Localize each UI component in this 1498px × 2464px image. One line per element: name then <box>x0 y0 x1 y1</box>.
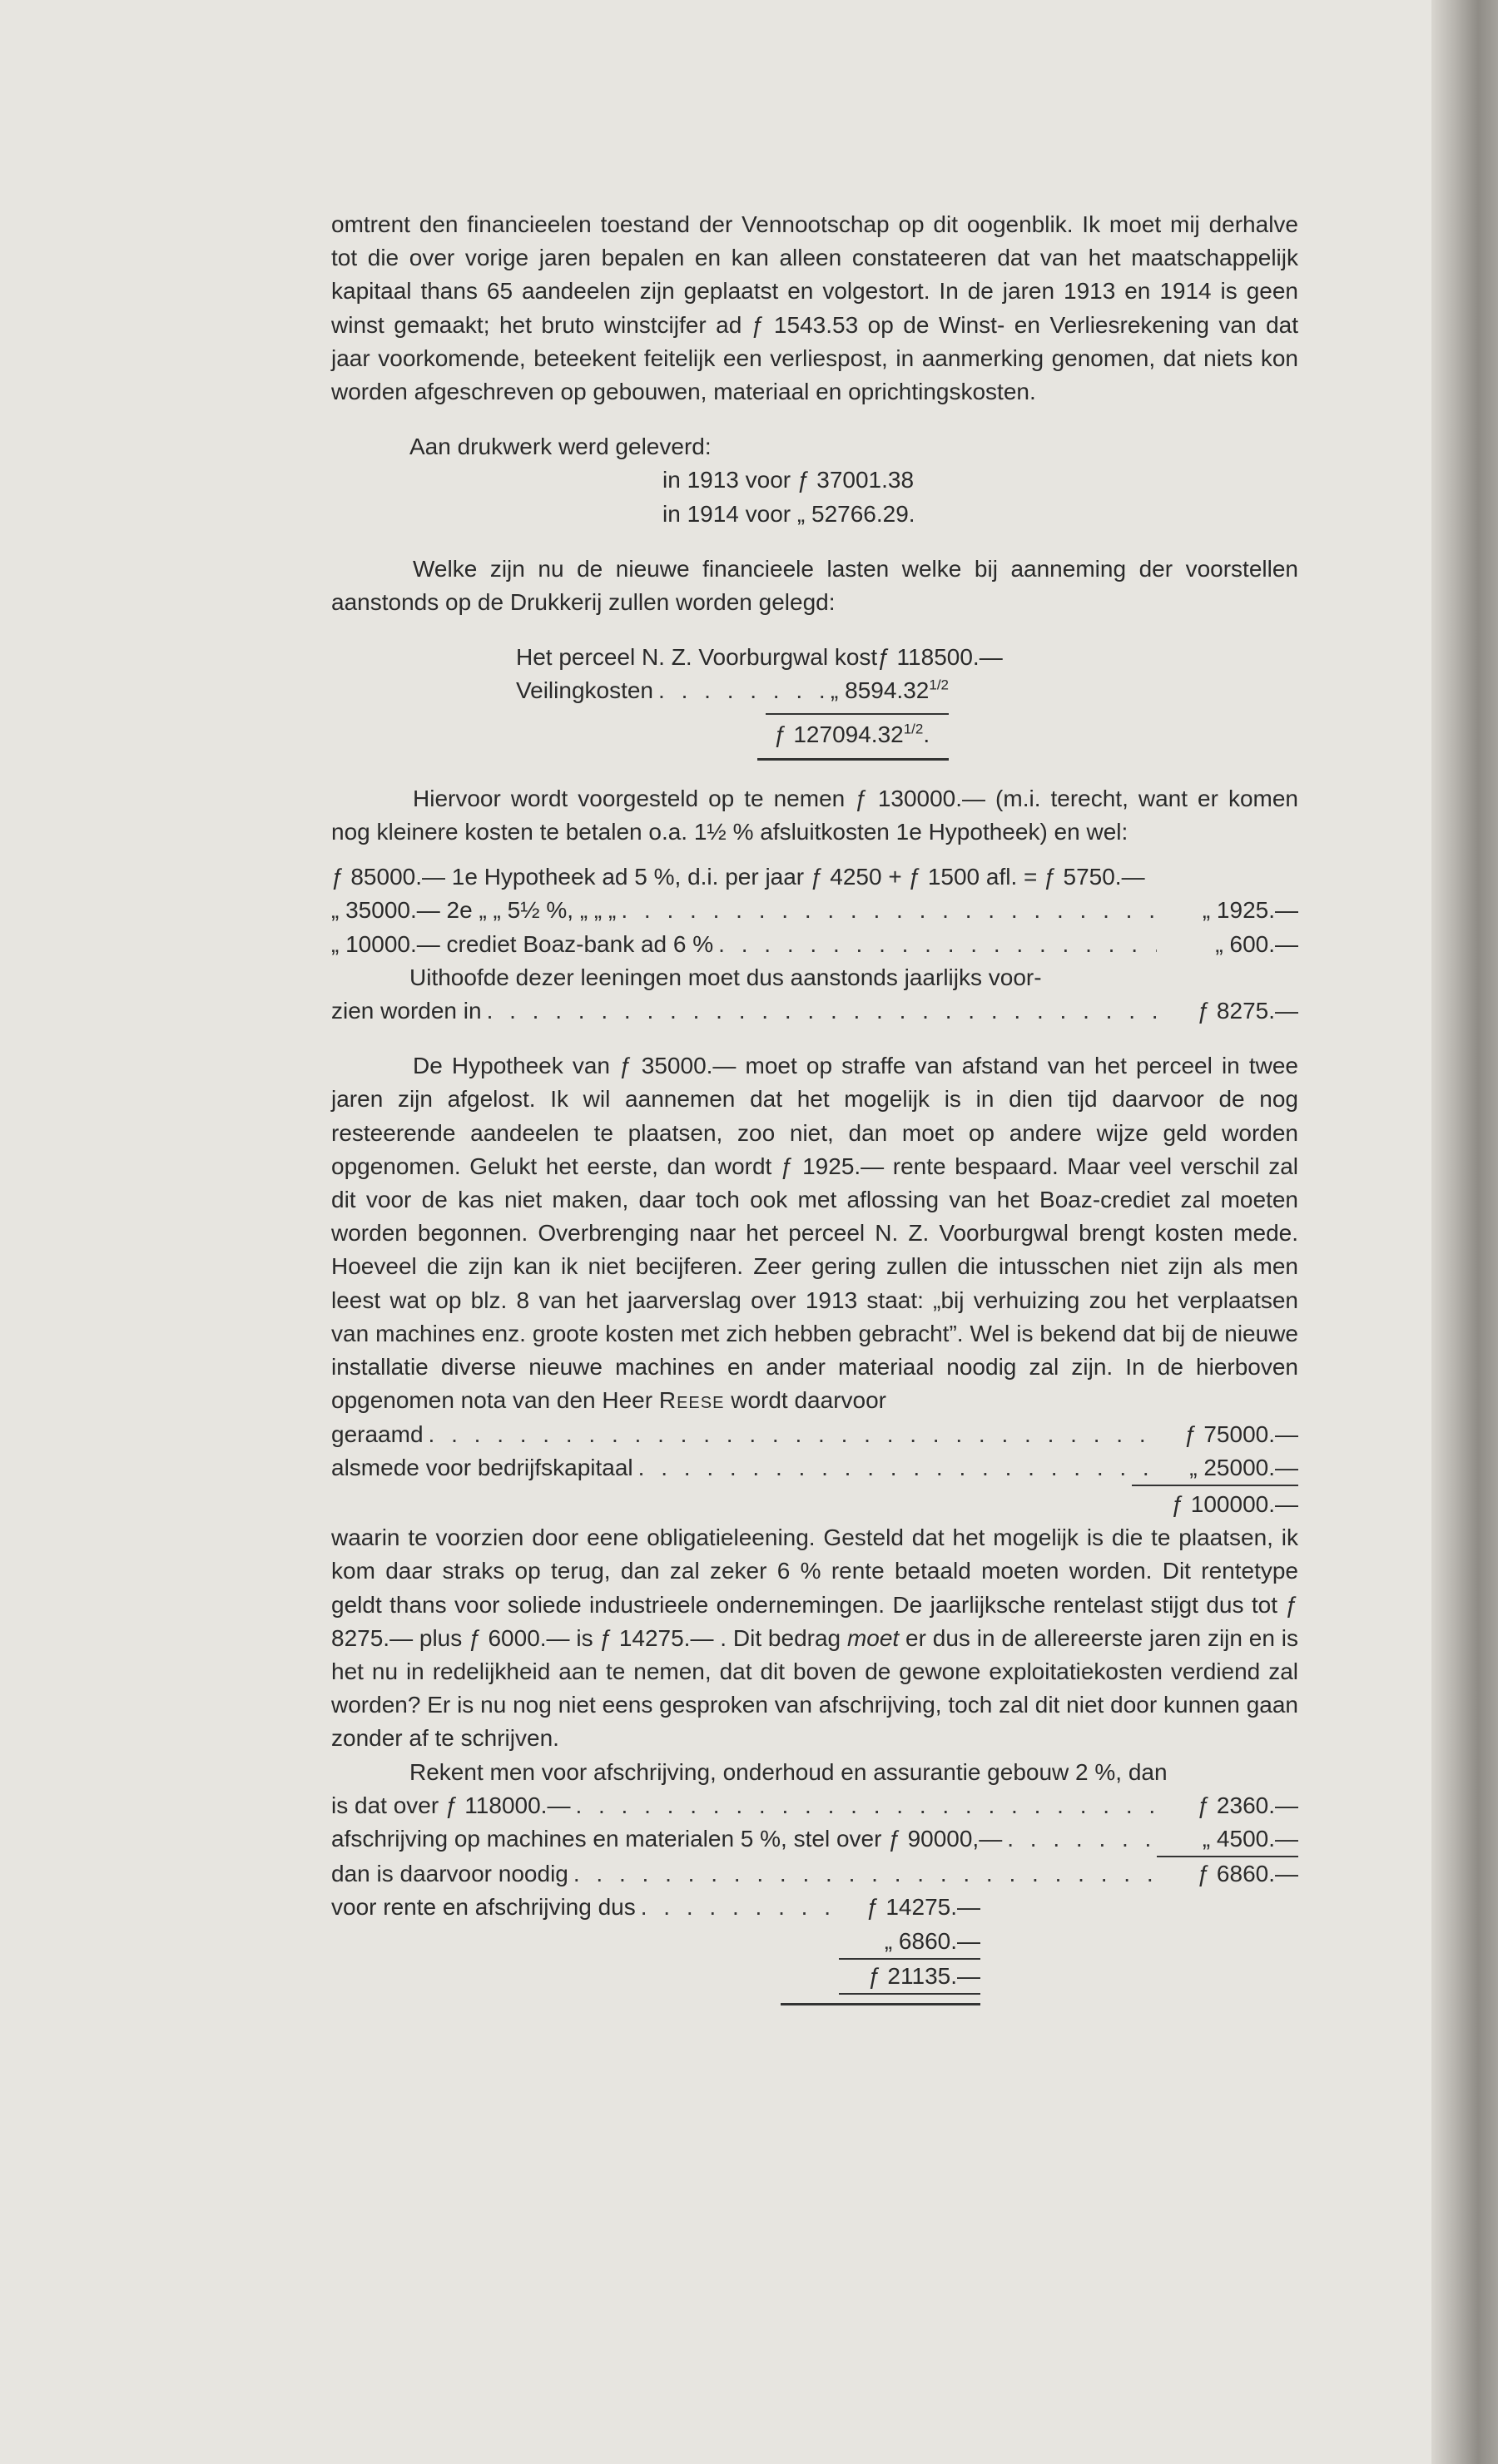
dot-leader <box>633 1451 1157 1485</box>
sum-row <box>1132 1485 1298 1521</box>
yearly-obligation-value: ƒ 8275.— <box>1197 998 1298 1024</box>
perceel-total: ƒ 127094.32 <box>774 721 904 747</box>
paragraph-obligation: waarin te voorzien door eene obligatieleening. Gesteld dat het mogelijk is die te plaatsen, ik kom daar straks op terug, dan zal zeker 6 % rente betaald moeten worden. Dit rentetype geldt thans voor soliede industrieele ondernemingen. De jaarlijksche rentelast stijgt dus tot ƒ 8275.— plus ƒ 6000.— is ƒ 14275.— . Dit bedrag moet er dus in de allereerste jaren zijn en is het nu in redelijkheid aan te nemen, dat dit boven de gewone exploitatiekosten verdiend zal worden? Er is nu nog niet eens gesproken van afschrijving, toch zal dit niet door kunnen gaan zonder af te schrijven. <box>331 1525 1298 1752</box>
perceel-total-row: ƒ $127094.32^{1/2}$. <box>516 713 949 751</box>
machine-depreciation-label: afschrijving op machines en materialen 5 %, stel over ƒ 90000,— <box>331 1825 1003 1852</box>
building-depreciation-label: is dat over ƒ 118000.— <box>331 1792 571 1818</box>
dot-leader <box>568 1857 1157 1891</box>
drukwerk-intro: Aan drukwerk werd geleverd: <box>409 434 712 460</box>
paragraph-loan-proposal: Hiervoor wordt voorgesteld op te nemen ƒ 130000.— (m.i. terecht, want er komen nog kleinere kosten te betalen o.a. 1½ % afsluitkosten 1e Hypotheek) en wel: <box>331 785 1298 845</box>
paragraph-mortgage: De Hypotheek van ƒ 35000.— moet op straffe van afstand van het perceel in twee jaren zijn afgelost. Ik wil aannemen dat het mogelijk is in dien tijd daarvoor de nog resteerende aandeelen te plaatsen, zoo niet, dan moet op andere wijze geld worden opgenomen. Gelukt het eerste, dan wordt ƒ 1925.— rente bespaard. Maar veel verschil zal dit voor de kas niet maken, daar toch ook met aflossing van het Boaz-crediet zal moeten worden begonnen. Overbrenging naar het perceel N. Z. Voorburgwal brengt kosten mede. Hoeveel die zijn kan ik niet becijferen. Zeer gering zullen die intusschen niet zijn als men leest wat op blz. 8 van het jaarverslag over 1913 staat: „bij verhuizing zou het verplaatsen van machines enz. groote kosten met zich hebben gebracht”. Wel is bekend dat bij de nieuwe installatie diverse nieuwe machines en ander materiaal noodig zal zijn. In de hierboven opgenomen nota van den Heer Reese wordt daarvoor <box>331 1053 1298 1414</box>
yearly-obligation-label: zien worden in <box>331 998 482 1024</box>
dot-leader <box>636 1891 839 1924</box>
veilingkosten-row <box>516 674 949 707</box>
depreciation-sum-value: „ 6860.— <box>839 1925 980 1960</box>
sum-value: ƒ 100000.— <box>1171 1490 1298 1517</box>
dot-leader <box>616 894 1157 927</box>
double-rule <box>757 758 949 761</box>
needed-value: ƒ 6860.— <box>1197 1861 1298 1887</box>
credit-row <box>331 928 1298 961</box>
drukwerk-1914: in 1914 voor „ 52766.29. <box>662 500 915 527</box>
mortgage-2-value: „ 1925.— <box>1202 897 1298 924</box>
machine-depreciation-row <box>331 1822 1298 1857</box>
final-double-rule <box>781 2003 980 2005</box>
depreciation-line: Rekent men voor afschrijving, onderhoud en assurantie gebouw 2 %, dan <box>409 1758 1168 1785</box>
perceel-total-fraction: 1/2 <box>903 721 924 737</box>
geraamd-row <box>331 1418 1298 1451</box>
bedrijfskapitaal-row <box>331 1451 1298 1485</box>
interest-value: ƒ 14275.— <box>866 1894 980 1921</box>
interest-row <box>331 1891 980 1924</box>
dot-leader <box>653 674 831 707</box>
perceel-row <box>516 641 1003 674</box>
building-depreciation-value: ƒ 2360.— <box>1197 1792 1298 1818</box>
dot-leader <box>570 1789 1157 1822</box>
needed-label: dan is daarvoor noodig <box>331 1861 568 1887</box>
grand-total-row <box>331 1960 980 1995</box>
page-edge-shadow <box>1431 0 1498 2464</box>
paragraph-financial-state: omtrent den financieelen toestand der Vennootschap op dit oogenblik. Ik moet mij derhalve tot die over vorige jaren bepalen en kan alleen constateeren dat van het maatschappelijk kapitaal thans 65 aandeelen zijn geplaatst en volgestort. In de jaren 1913 en 1914 is geen winst gemaakt; het bruto winstcijfer ad ƒ 1543.53 op de Winst- en Verliesrekening van dat jaar voorkomende, beteekent feitelijk een verliespost, in aanmerking genomen, dat niets kon worden afgeschreven op gebouwen, materiaal en oprichtingskosten. <box>331 211 1298 405</box>
veilingkosten-value: „ 8594.32 <box>831 677 930 704</box>
veilingkosten-fraction: 1/2 <box>929 677 949 694</box>
mortgage-2-label: „ 35000.— 2e „ „ 5½ %, „ „ „ <box>331 897 617 924</box>
perceel-block <box>331 641 1003 761</box>
dot-leader <box>1002 1822 1157 1856</box>
emphasis-moet: moet <box>846 1624 900 1651</box>
perceel-label: Het perceel N. Z. Voorburgwal kost <box>516 644 878 671</box>
paragraph-new-charges: Welke zijn nu de nieuwe financieele lasten welke bij aanneming der voorstellen aanstonds op de Drukkerij zullen worden gelegd: <box>331 555 1298 616</box>
interest-label: voor rente en afschrijving dus <box>331 1894 636 1921</box>
perceel-value: ƒ 118500.— <box>877 644 1003 671</box>
dot-leader <box>424 1418 1157 1451</box>
bedrijfskapitaal-label: alsmede voor bedrijfskapitaal <box>331 1454 633 1480</box>
credit-label: „ 10000.— crediet Boaz-bank ad 6 % <box>331 930 714 957</box>
mortgage-2-row <box>331 894 1298 927</box>
grand-total-value: ƒ 21135.— <box>839 1960 980 1995</box>
dot-leader <box>482 994 1157 1028</box>
mortgage-1-row: ƒ 85000.— 1e Hypotheek ad 5 %, d.i. per jaar ƒ 4250 + ƒ 1500 afl. = ƒ 5750.— <box>331 864 1145 890</box>
yearly-obligation-row <box>331 994 1298 1028</box>
yearly-obligation-line: Uithoofde dezer leeningen moet dus aanstonds jaarlijks voor- <box>409 964 1042 990</box>
machine-depreciation-value: „ 4500.— <box>1157 1822 1298 1857</box>
final-calc-block <box>331 1891 980 2005</box>
bedrijfskapitaal-value: „ 25000.— <box>1189 1454 1298 1480</box>
building-depreciation-row <box>331 1789 1298 1822</box>
name-reese: Reese <box>658 1387 725 1414</box>
geraamd-label: geraamd <box>331 1420 424 1447</box>
drukwerk-1913: in 1913 voor ƒ 37001.38 <box>662 467 915 493</box>
veilingkosten-label: Veilingkosten <box>516 677 654 704</box>
dot-leader <box>713 928 1157 961</box>
needed-row <box>331 1857 1298 1891</box>
credit-value: „ 600.— <box>1215 930 1298 957</box>
geraamd-value: ƒ 75000.— <box>1184 1420 1298 1447</box>
depreciation-sum-row <box>331 1925 980 1960</box>
document-body <box>331 208 1298 2005</box>
